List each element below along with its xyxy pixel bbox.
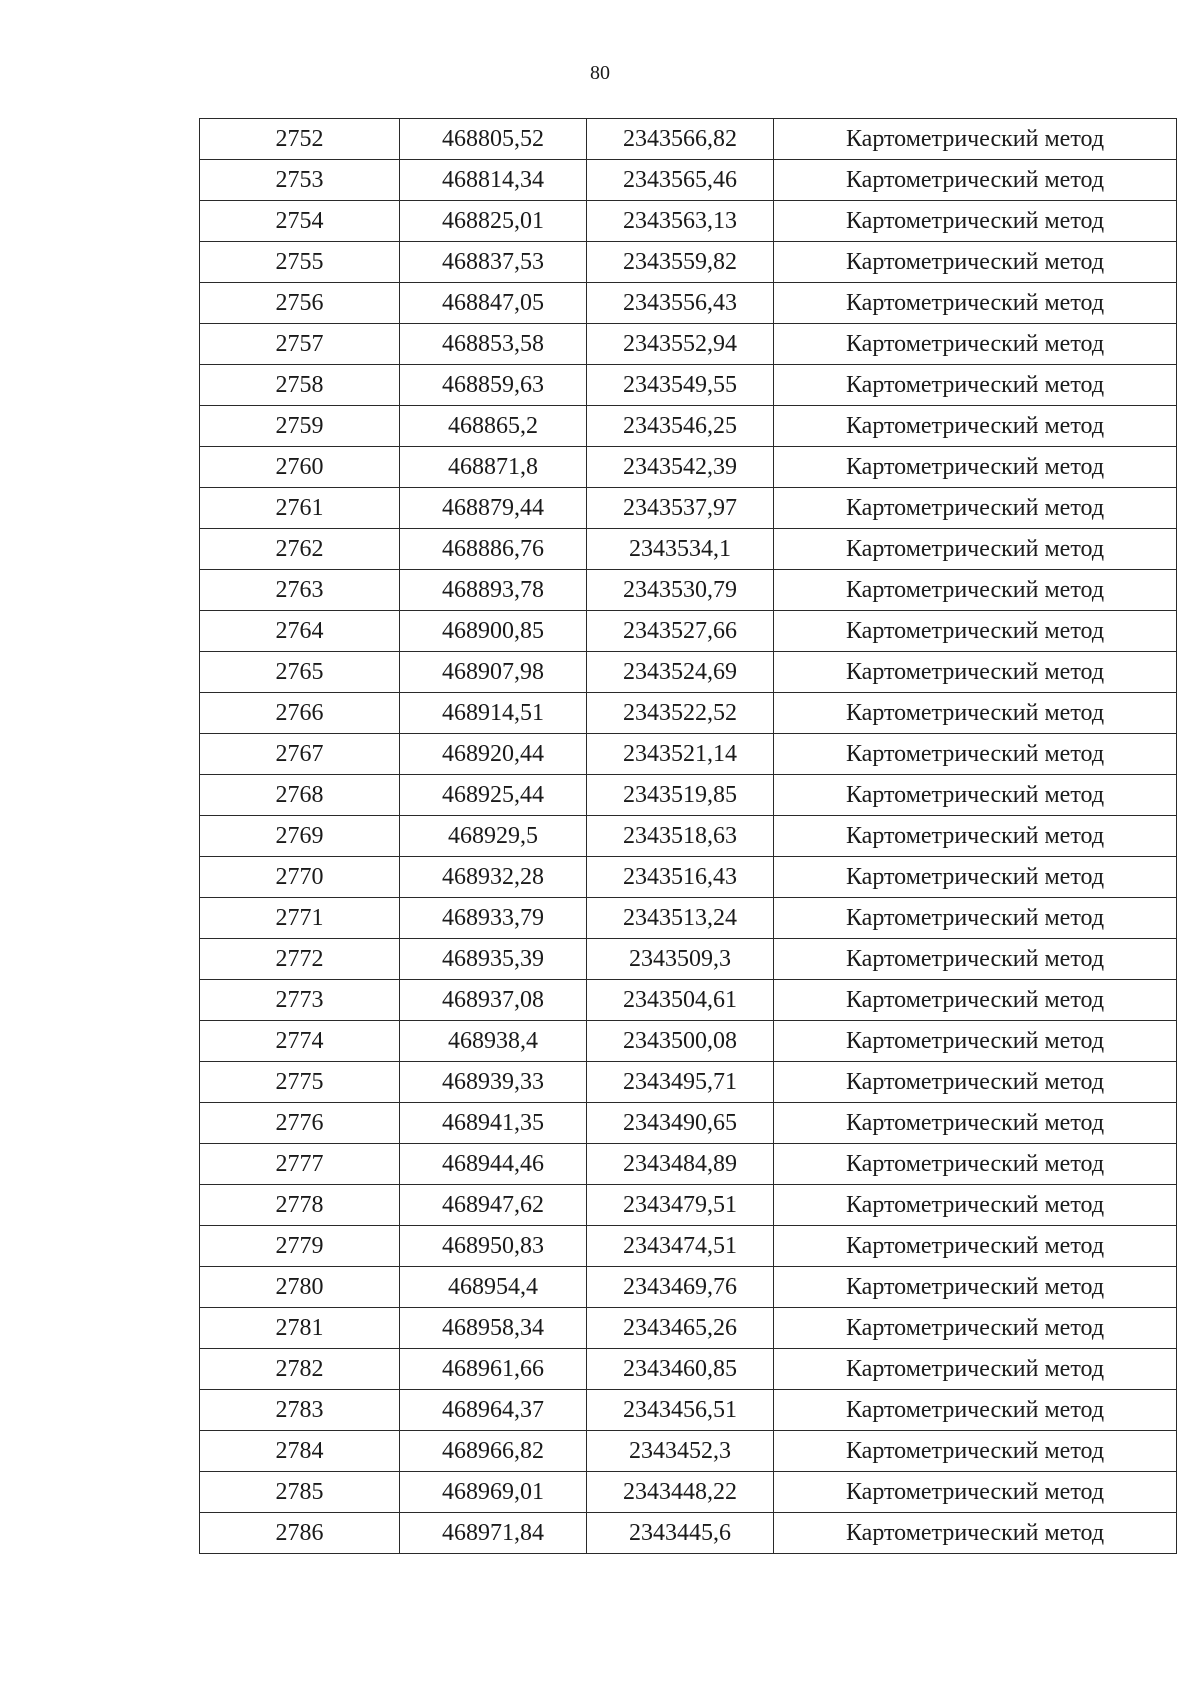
method-cell: Картометрический метод [774,119,1177,160]
table-row [200,857,1177,898]
point-number-cell: 2786 [200,1513,400,1554]
x-coordinate-cell: 468944,46 [400,1144,587,1185]
table-row [200,1390,1177,1431]
y-coordinate-cell: 2343537,97 [587,488,774,529]
point-number-cell: 2752 [200,119,400,160]
point-number-cell: 2776 [200,1103,400,1144]
x-coordinate-cell: 468837,53 [400,242,587,283]
x-coordinate-cell: 468886,76 [400,529,587,570]
y-coordinate-cell: 2343479,51 [587,1185,774,1226]
x-coordinate-cell: 468966,82 [400,1431,587,1472]
x-coordinate-cell: 468925,44 [400,775,587,816]
method-cell: Картометрический метод [774,283,1177,324]
y-coordinate-cell: 2343527,66 [587,611,774,652]
table-row [200,898,1177,939]
x-coordinate-cell: 468933,79 [400,898,587,939]
table-row [200,119,1177,160]
x-coordinate-cell: 468920,44 [400,734,587,775]
table-row [200,1349,1177,1390]
table-row [200,693,1177,734]
x-coordinate-cell: 468938,4 [400,1021,587,1062]
method-cell: Картометрический метод [774,1349,1177,1390]
method-cell: Картометрический метод [774,775,1177,816]
y-coordinate-cell: 2343542,39 [587,447,774,488]
x-coordinate-cell: 468879,44 [400,488,587,529]
y-coordinate-cell: 2343484,89 [587,1144,774,1185]
y-coordinate-cell: 2343500,08 [587,1021,774,1062]
x-coordinate-cell: 468964,37 [400,1390,587,1431]
method-cell: Картометрический метод [774,1390,1177,1431]
point-number-cell: 2771 [200,898,400,939]
x-coordinate-cell: 468814,34 [400,160,587,201]
point-number-cell: 2779 [200,1226,400,1267]
y-coordinate-cell: 2343519,85 [587,775,774,816]
method-cell: Картометрический метод [774,1144,1177,1185]
method-cell: Картометрический метод [774,1308,1177,1349]
point-number-cell: 2753 [200,160,400,201]
point-number-cell: 2761 [200,488,400,529]
method-cell: Картометрический метод [774,406,1177,447]
method-cell: Картометрический метод [774,939,1177,980]
table-row [200,1021,1177,1062]
method-cell: Картометрический метод [774,652,1177,693]
point-number-cell: 2780 [200,1267,400,1308]
x-coordinate-cell: 468932,28 [400,857,587,898]
y-coordinate-cell: 2343563,13 [587,201,774,242]
y-coordinate-cell: 2343516,43 [587,857,774,898]
point-number-cell: 2763 [200,570,400,611]
x-coordinate-cell: 468825,01 [400,201,587,242]
point-number-cell: 2774 [200,1021,400,1062]
point-number-cell: 2766 [200,693,400,734]
x-coordinate-cell: 468907,98 [400,652,587,693]
point-number-cell: 2784 [200,1431,400,1472]
y-coordinate-cell: 2343566,82 [587,119,774,160]
y-coordinate-cell: 2343565,46 [587,160,774,201]
table-row [200,324,1177,365]
method-cell: Картометрический метод [774,611,1177,652]
method-cell: Картометрический метод [774,980,1177,1021]
method-cell: Картометрический метод [774,529,1177,570]
y-coordinate-cell: 2343556,43 [587,283,774,324]
table-row [200,1062,1177,1103]
table-row [200,201,1177,242]
x-coordinate-cell: 468939,33 [400,1062,587,1103]
point-number-cell: 2757 [200,324,400,365]
method-cell: Картометрический метод [774,160,1177,201]
x-coordinate-cell: 468941,35 [400,1103,587,1144]
point-number-cell: 2769 [200,816,400,857]
x-coordinate-cell: 468954,4 [400,1267,587,1308]
table-row [200,1308,1177,1349]
y-coordinate-cell: 2343509,3 [587,939,774,980]
method-cell: Картометрический метод [774,898,1177,939]
table-row [200,406,1177,447]
method-cell: Картометрический метод [774,1062,1177,1103]
point-number-cell: 2785 [200,1472,400,1513]
x-coordinate-cell: 468900,85 [400,611,587,652]
point-number-cell: 2768 [200,775,400,816]
method-cell: Картометрический метод [774,857,1177,898]
x-coordinate-cell: 468805,52 [400,119,587,160]
y-coordinate-cell: 2343460,85 [587,1349,774,1390]
x-coordinate-cell: 468958,34 [400,1308,587,1349]
table-row [200,1144,1177,1185]
y-coordinate-cell: 2343513,24 [587,898,774,939]
method-cell: Картометрический метод [774,242,1177,283]
point-number-cell: 2764 [200,611,400,652]
method-cell: Картометрический метод [774,570,1177,611]
point-number-cell: 2773 [200,980,400,1021]
x-coordinate-cell: 468859,63 [400,365,587,406]
point-number-cell: 2758 [200,365,400,406]
method-cell: Картометрический метод [774,1226,1177,1267]
method-cell: Картометрический метод [774,816,1177,857]
y-coordinate-cell: 2343534,1 [587,529,774,570]
point-number-cell: 2767 [200,734,400,775]
method-cell: Картометрический метод [774,447,1177,488]
point-number-cell: 2781 [200,1308,400,1349]
x-coordinate-cell: 468893,78 [400,570,587,611]
point-number-cell: 2754 [200,201,400,242]
x-coordinate-cell: 468947,62 [400,1185,587,1226]
x-coordinate-cell: 468847,05 [400,283,587,324]
table-row [200,775,1177,816]
method-cell: Картометрический метод [774,324,1177,365]
table-row [200,365,1177,406]
table-row [200,1513,1177,1554]
y-coordinate-cell: 2343546,25 [587,406,774,447]
table-row [200,734,1177,775]
point-number-cell: 2762 [200,529,400,570]
y-coordinate-cell: 2343448,22 [587,1472,774,1513]
table-row [200,1431,1177,1472]
table-row [200,611,1177,652]
table-row [200,529,1177,570]
point-number-cell: 2775 [200,1062,400,1103]
y-coordinate-cell: 2343445,6 [587,1513,774,1554]
point-number-cell: 2759 [200,406,400,447]
y-coordinate-cell: 2343524,69 [587,652,774,693]
x-coordinate-cell: 468929,5 [400,816,587,857]
method-cell: Картометрический метод [774,1103,1177,1144]
x-coordinate-cell: 468853,58 [400,324,587,365]
point-number-cell: 2777 [200,1144,400,1185]
y-coordinate-cell: 2343490,65 [587,1103,774,1144]
x-coordinate-cell: 468950,83 [400,1226,587,1267]
table-row [200,652,1177,693]
y-coordinate-cell: 2343522,52 [587,693,774,734]
x-coordinate-cell: 468937,08 [400,980,587,1021]
table-row [200,816,1177,857]
y-coordinate-cell: 2343456,51 [587,1390,774,1431]
y-coordinate-cell: 2343504,61 [587,980,774,1021]
y-coordinate-cell: 2343549,55 [587,365,774,406]
x-coordinate-cell: 468961,66 [400,1349,587,1390]
coordinates-table [199,118,1177,1554]
y-coordinate-cell: 2343518,63 [587,816,774,857]
method-cell: Картометрический метод [774,1431,1177,1472]
point-number-cell: 2765 [200,652,400,693]
method-cell: Картометрический метод [774,693,1177,734]
method-cell: Картометрический метод [774,1513,1177,1554]
x-coordinate-cell: 468914,51 [400,693,587,734]
x-coordinate-cell: 468871,8 [400,447,587,488]
table-row [200,283,1177,324]
table-row [200,160,1177,201]
table-row [200,980,1177,1021]
x-coordinate-cell: 468971,84 [400,1513,587,1554]
point-number-cell: 2772 [200,939,400,980]
y-coordinate-cell: 2343452,3 [587,1431,774,1472]
y-coordinate-cell: 2343559,82 [587,242,774,283]
method-cell: Картометрический метод [774,201,1177,242]
point-number-cell: 2756 [200,283,400,324]
method-cell: Картометрический метод [774,1185,1177,1226]
table-row [200,1226,1177,1267]
y-coordinate-cell: 2343521,14 [587,734,774,775]
table-row [200,1472,1177,1513]
y-coordinate-cell: 2343469,76 [587,1267,774,1308]
y-coordinate-cell: 2343530,79 [587,570,774,611]
page-number: 80 [590,62,610,84]
point-number-cell: 2778 [200,1185,400,1226]
x-coordinate-cell: 468935,39 [400,939,587,980]
point-number-cell: 2755 [200,242,400,283]
table-row [200,242,1177,283]
point-number-cell: 2760 [200,447,400,488]
point-number-cell: 2783 [200,1390,400,1431]
table-row [200,1267,1177,1308]
method-cell: Картометрический метод [774,365,1177,406]
x-coordinate-cell: 468969,01 [400,1472,587,1513]
method-cell: Картометрический метод [774,734,1177,775]
y-coordinate-cell: 2343495,71 [587,1062,774,1103]
method-cell: Картометрический метод [774,1267,1177,1308]
y-coordinate-cell: 2343465,26 [587,1308,774,1349]
table-row [200,939,1177,980]
point-number-cell: 2770 [200,857,400,898]
method-cell: Картометрический метод [774,1472,1177,1513]
table-row [200,1103,1177,1144]
x-coordinate-cell: 468865,2 [400,406,587,447]
table-row [200,570,1177,611]
table-row [200,447,1177,488]
table-row [200,488,1177,529]
table-row [200,1185,1177,1226]
y-coordinate-cell: 2343552,94 [587,324,774,365]
method-cell: Картометрический метод [774,488,1177,529]
method-cell: Картометрический метод [774,1021,1177,1062]
coordinates-table-body [200,119,1177,1554]
y-coordinate-cell: 2343474,51 [587,1226,774,1267]
point-number-cell: 2782 [200,1349,400,1390]
